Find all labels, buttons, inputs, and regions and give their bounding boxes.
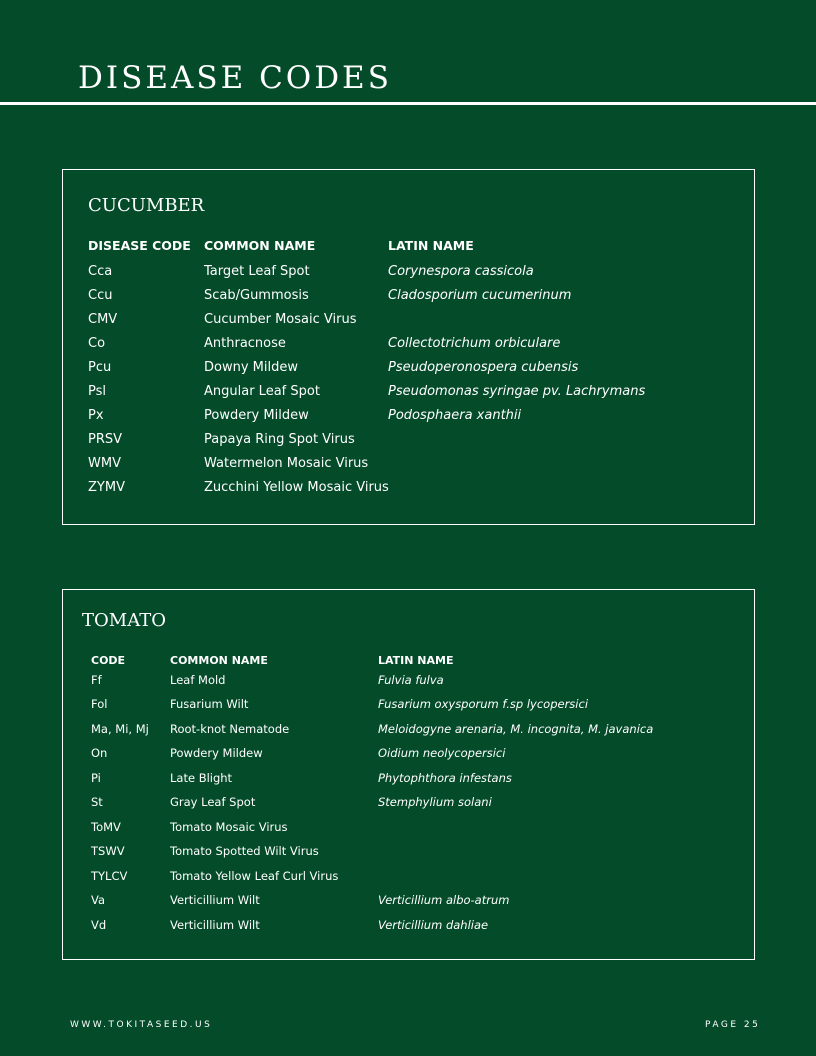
table-cell-code: Ff	[91, 673, 102, 687]
table-cell-common-name: Root-knot Nematode	[170, 721, 290, 736]
table-cell-common-name: Tomato Mosaic Virus	[170, 819, 288, 834]
table-cell-common-name: Verticillium Wilt	[170, 917, 260, 932]
table-cell-code: Co	[88, 336, 106, 351]
table-cell-common-name: Fusarium Wilt	[170, 697, 249, 712]
column-header-common-name: COMMON NAME	[170, 654, 268, 667]
table-cell-common-name: Downy Mildew	[204, 360, 298, 375]
table-cell-common-name: Watermelon Mosaic Virus	[204, 456, 369, 471]
column-header-code: CODE	[91, 654, 126, 667]
table-cell-code: Vd	[91, 917, 107, 932]
table-cell-latin-name: Verticillium albo-atrum	[378, 893, 510, 908]
table-cell-code: Va	[91, 893, 106, 908]
table-cell-code: Psl	[88, 384, 106, 399]
table-cell-common-name: Tomato Spotted Wilt Virus	[170, 844, 319, 859]
table-cell-latin-name: Collectotrichum orbiculare	[388, 336, 561, 351]
table-cell-code: TSWV	[91, 844, 125, 859]
table-cell-common-name: Leaf Mold	[170, 673, 226, 687]
table-cell-code: CMV	[88, 312, 118, 327]
table-cell-code: Ccu	[88, 288, 113, 303]
table-cell-common-name: Target Leaf Spot	[204, 264, 310, 279]
table-cell-code: St	[91, 795, 103, 810]
title-divider	[0, 102, 816, 105]
table-cell-code: Cca	[88, 264, 113, 279]
table-cell-common-name: Zucchini Yellow Mosaic Virus	[204, 480, 389, 495]
column-header-common-name: COMMON NAME	[204, 238, 316, 253]
table-cell-latin-name: Meloidogyne arenaria, M. incognita, M. javanica	[378, 721, 654, 736]
table-cell-common-name: Cucumber Mosaic Virus	[204, 312, 357, 327]
table-cell-code: PRSV	[88, 432, 123, 447]
table-cell-common-name: Gray Leaf Spot	[170, 795, 256, 810]
table-cell-latin-name: Corynespora cassicola	[388, 264, 534, 279]
table-cell-code: ToMV	[91, 819, 121, 834]
table-cell-code: Fol	[91, 697, 108, 712]
table-cell-common-name: Papaya Ring Spot Virus	[204, 432, 355, 447]
table-cell-latin-name: Stemphylium solani	[378, 795, 492, 810]
table-cell-common-name: Powdery Mildew	[170, 746, 263, 761]
table-cell-code: Px	[88, 408, 104, 423]
table-cell-common-name: Scab/Gummosis	[204, 288, 309, 303]
table-cell-code: Pcu	[88, 360, 112, 375]
table-cell-code: Ma, Mi, Mj	[91, 721, 149, 736]
table-cell-code: Pi	[91, 770, 101, 785]
page-title: DISEASE CODES	[78, 60, 392, 96]
table-cell-common-name: Late Blight	[170, 770, 233, 785]
table-cell-latin-name: Pseudoperonospera cubensis	[388, 360, 579, 375]
table-cell-latin-name: Fusarium oxysporum f.sp lycopersici	[378, 697, 589, 712]
table-cell-latin-name: Fulvia fulva	[378, 673, 444, 687]
table-cell-common-name: Verticillium Wilt	[170, 893, 260, 908]
table-cell-code: TYLCV	[91, 868, 128, 883]
column-header-latin-name: LATIN NAME	[378, 654, 454, 667]
footer-page-number: PAGE 25	[705, 1020, 761, 1030]
table-cell-latin-name: Oidium neolycopersici	[378, 746, 506, 761]
column-header-latin-name: LATIN NAME	[388, 238, 474, 253]
table-cell-code: ZYMV	[88, 480, 125, 495]
cucumber-panel	[62, 169, 755, 525]
footer-url: WWW.TOKITASEED.US	[70, 1020, 213, 1030]
table-cell-latin-name: Verticillium dahliae	[378, 917, 489, 932]
table-cell-common-name: Angular Leaf Spot	[204, 384, 320, 399]
tomato-panel	[62, 589, 755, 960]
column-header-code: DISEASE CODE	[88, 238, 191, 253]
tomato-heading: TOMATO	[82, 610, 166, 631]
table-cell-latin-name: Cladosporium cucumerinum	[388, 288, 572, 303]
table-cell-common-name: Powdery Mildew	[204, 408, 309, 423]
table-cell-latin-name: Pseudomonas syringae pv. Lachrymans	[388, 384, 646, 399]
table-cell-code: WMV	[88, 456, 121, 471]
table-cell-common-name: Tomato Yellow Leaf Curl Virus	[170, 868, 339, 883]
table-cell-latin-name: Phytophthora infestans	[378, 770, 512, 785]
table-cell-latin-name: Podosphaera xanthii	[388, 408, 522, 423]
table-cell-code: On	[91, 746, 108, 761]
table-cell-common-name: Anthracnose	[204, 336, 286, 351]
cucumber-heading: CUCUMBER	[88, 195, 205, 216]
